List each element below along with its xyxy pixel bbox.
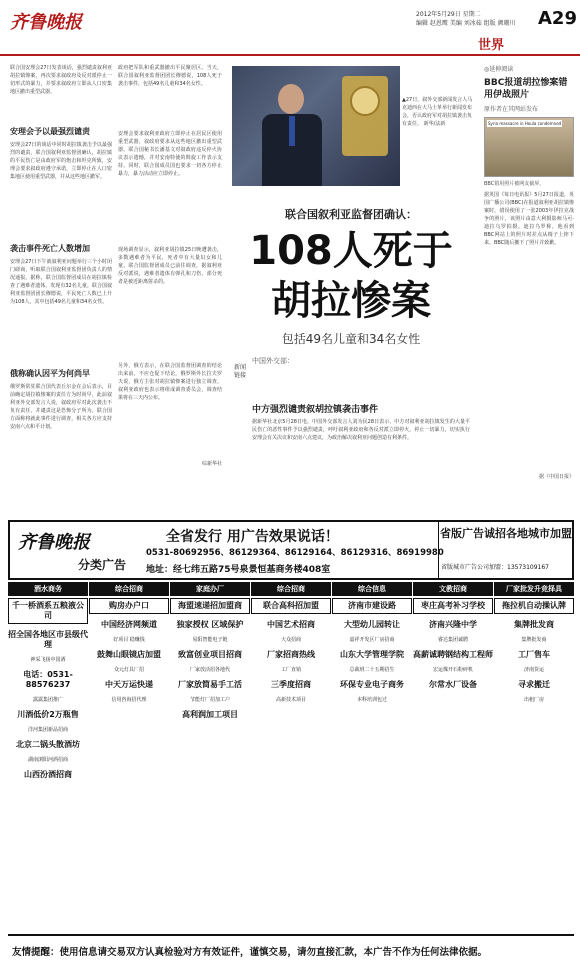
classified-ads-banner — [8, 520, 574, 580]
news-link-box — [232, 354, 470, 514]
classified-ad-line: 易阳智能电子链 — [192, 637, 228, 643]
photo-emblem — [350, 86, 380, 116]
classified-category: 综合招商 — [251, 582, 331, 596]
page-number: A29 — [538, 8, 577, 29]
news-photo — [232, 66, 400, 186]
classified-ad-line: 三季度招商 — [271, 680, 311, 689]
subhead-condemn: 安理会予以最强烈谴责 — [10, 127, 90, 136]
ads-address: 地址：经七纬五路75号泉景恒基商务楼408室 — [146, 565, 331, 575]
classified-category: 文教招商 — [413, 582, 493, 596]
classified-ad-line: 出租厂房 — [523, 697, 544, 703]
classified-ad-line: 尔常水厂设备 — [429, 680, 477, 689]
thumbnail-caption: Syria massacre in Houla condemned — [488, 121, 562, 126]
classified-ad-line: 工厂售车 — [518, 650, 550, 659]
article-para: 俄罗斯常驻联合国代表丘尔金在会后表示，目前确定胡拉镇惨案的责任方为时尚早，此前叙利亚外交部发言人说，叙政府军对此次袭击不负有责任，并谴责这是恐怖分子所为。联合国方面称将就此事件进行调查，相关各方应支持安南六点和平计划。 — [10, 384, 112, 430]
classified-ad-line: 众元灯具厂招 — [113, 667, 144, 673]
classified-ad-line: 电话：0531-88576237 — [23, 670, 73, 689]
classified-ad-line: 招全国各地区市县级代理 — [8, 630, 88, 649]
classified-ad-line: 致富创业项目招商 — [178, 650, 242, 659]
classified-ad-line: 北京二锅头散酒坊 — [16, 740, 80, 749]
classified-ad-line: 高薪诚聘钢结构工程师 — [413, 650, 493, 659]
article-para: 安理会要求叙利亚政府立即停止在居民区使用重型武器，叙政府要求从这些地区撤出重型武器，联合国秘书长潘基文对叙政府违反停火协议表示遗憾，并对安南特使的斡旋工作表示支持。同时，联合国成员国也要求一切各方停止暴力，暴力活动应立即停止。 — [118, 131, 222, 177]
header-meta — [416, 10, 516, 28]
extended-reading-link: ◎延伸阅读 — [484, 66, 514, 73]
classified-ad-title: 联合高科招加盟 — [251, 598, 331, 614]
headline-deck: 包括49名儿童和34名女性 — [281, 332, 421, 346]
classified-ad-line: 高新技术项目 — [275, 697, 306, 703]
classified-ad-line: 厂家放活招各地代 — [189, 667, 230, 673]
footer-disclaimer: 友情提醒：使用信息请交易双方认真检验对方有效证件，谨慎交易，请勿直接汇款，本广告不作为任何法律依据。 — [12, 947, 488, 958]
right-column-subtitle: 原作者在其网站发布 — [484, 106, 539, 113]
classified-ad-line: 工厂直销 — [280, 667, 301, 673]
ads-franchise-box — [438, 522, 572, 578]
classified-ad-line: 湖南浏阳河酒招商 — [27, 757, 68, 763]
classified-column — [89, 582, 169, 932]
article-column-1 — [10, 64, 112, 487]
article-byline: 综新华社 — [201, 461, 222, 467]
classified-ad-line: 本科培训包过 — [356, 697, 387, 703]
classified-ad-title: 海盟速递招加盟商 — [170, 598, 250, 614]
classified-ad-title: 济南市建设路 — [332, 598, 412, 614]
article-para: 政府把军队和重武器撤出平民聚居区。当天，联合国叙利亚监督团团长穆德说，108人死于袭击事件，包括49名儿童和34名女性。 — [118, 65, 222, 87]
classified-category: 综合招商 — [89, 582, 169, 596]
classified-column — [170, 582, 250, 932]
classified-column — [494, 582, 574, 932]
classified-ad-line: 鼓舞山眼镜店加盟 — [97, 650, 161, 659]
subhead-russia: 俄称确认因平为何尚早 — [10, 369, 90, 378]
thumbnail-note: BBC错用照片被网友截屏。 — [484, 181, 545, 187]
classified-ad-line: 中国艺术招商 — [267, 620, 315, 629]
article-intro: 联合国安理会27日发表谈话，强烈谴责叙利亚胡拉镇惨案，再次要求叙政府及反对派停止一切形式的暴力，并要求叙政府立即从人口密集地区撤出重型武器。 — [10, 65, 112, 95]
classified-ad-line: 集牌批发商 — [514, 620, 554, 629]
right-column-title: BBC报道胡拉惨案错用伊战照片 — [484, 78, 568, 100]
classified-category: 酒水商务 — [8, 582, 88, 596]
right-column-body: 据英国《每日电讯报》5月27日报道，英国广播公司(BBC)在报道叙利亚胡拉镇惨案时，错误使用了一张2003年伊拉克战争的照片，该照片由意大利摄影师马可·迪拉乌罗拍摄。迪拉乌罗称，他看到BBC网站上的照片时差点从椅子上摔下来。BBC随后撤下了照片并致歉。 — [484, 192, 574, 246]
article-para: 另外，俄方表示，在联合国监督团调查的结论出来前，不应仓促下结论。俄罗斯外长拉夫罗夫说，俄方主张对胡拉镇惨案进行独立调查。叙利亚政府也表示将组成调查委员会，调查结果将在三天内公布。 — [118, 363, 222, 401]
editors-line: 编辑 赵恩鹰 美编 刘冰茹 组版 颜珊川 — [416, 20, 516, 27]
classified-ad-title: 购房办户口 — [89, 598, 169, 614]
franchise-phone: 省版城市广告公司加盟：13573109167 — [441, 564, 549, 571]
page-header — [0, 0, 580, 56]
photo-person — [262, 84, 322, 186]
masthead: 齐鲁晚报 — [10, 12, 82, 33]
ads-slogan: 全省发行 用广告效果说话！ — [166, 529, 339, 545]
classified-ad-line: 中天万运快递 — [105, 680, 153, 689]
classified-ad-line: 洋河集团新品招商 — [27, 727, 68, 733]
ads-logo-sub: 分类广告 — [78, 558, 127, 572]
classified-ad-line: 集牌批发商 — [521, 637, 547, 643]
classified-ad-line: 信用咨询招代理 — [111, 697, 147, 703]
classified-ad-line: 山东大学管理学院 — [340, 650, 404, 659]
article-para: 安理会27日下午就叙利亚问题举行三个小时闭门磋商，听取联合国叙利亚监督团负责人的情况通报。据称，联合国监督团成员在胡拉镇检查了遇难者遗体，发现有32名儿童。联合国叙利亚监督团团长穆德说，平民死亡人数已上升为108人，其中包括49名儿童和34名女性。 — [10, 259, 112, 305]
classified-column — [251, 582, 331, 932]
classified-ad-line: 寻求搬迁 — [518, 680, 550, 689]
classified-ad-line: 好项目 稳赚钱 — [113, 637, 145, 643]
headline-line-2: 胡拉惨案 — [271, 278, 431, 324]
right-column — [484, 64, 574, 480]
classified-ad-line: 高利润加工项目 — [182, 710, 238, 719]
news-link-title: 中方强烈谴责叙胡拉镇袭击事件 — [252, 405, 379, 415]
news-link-body: 据新华社北京5月28日电，中国外交部发言人刘为民28日表示，中方对叙利亚胡拉镇发生的大量平民伤亡的恶性事件予以强烈谴责，呼吁叙利亚政府和各反对派立即停火，停止一切暴力，切实执行安理会有关决议和安南六点建议，为政治解决叙利亚问题创造有利条件。 — [252, 419, 470, 441]
classified-ad-line: 中国经济网频道 — [101, 620, 157, 629]
classified-category: 家庭办厂 — [170, 582, 250, 596]
bbc-screenshot-thumbnail — [484, 117, 574, 177]
classified-column — [8, 582, 88, 932]
article-para: 现场调查显示，叙利亚胡拉镇25日晚遭袭击，多数遇难者为平民，死者中有大量妇女和儿童。联合国监督团成员已前往调查，据叙利亚反对派说，遇难者遗体有弹孔和刀伤，部分死者是被近距离射杀的。 — [118, 247, 222, 285]
classified-column — [413, 582, 493, 932]
news-link-label: 中国外交部： — [252, 357, 294, 365]
ads-phones: 0531-80692956、86129364、86129164、86129316、86919980 — [146, 548, 444, 558]
classified-ad-line: 厂家放简易手工活 — [178, 680, 242, 689]
subhead-casualties: 袭击事件死亡人数增加 — [10, 244, 90, 253]
classified-ad-line: 节能灯厂招加工户 — [189, 697, 230, 703]
headline-kicker: 联合国叙利亚监督团确认： — [285, 208, 417, 221]
classified-ad-line: 独家授权 区域保护 — [176, 620, 244, 629]
classified-category: 综合信息 — [332, 582, 412, 596]
article-column-2 — [118, 64, 222, 467]
right-column-byline: 据《中国日报》 — [538, 474, 574, 480]
news-link-tag: 新闻链接 — [233, 364, 246, 379]
classified-ad-title: 拖拉机自动操认牌 — [494, 598, 574, 614]
page-footer — [8, 934, 574, 966]
main-headline — [232, 226, 470, 326]
classified-ad-title: 枣庄高考补习学校 — [413, 598, 493, 614]
classified-ad-title: 千一桥酒系五粮液公司 — [8, 598, 88, 624]
classified-ad-line: 山西汾酒招商 — [24, 770, 72, 779]
classified-ad-line: 大众招商 — [280, 637, 301, 643]
classified-ad-line: 总裁班二十五期招生 — [349, 667, 395, 673]
classified-ad-line: 神采飞扬中国酒 — [30, 657, 66, 663]
classified-category: 厂家批发升竞择具 — [494, 582, 574, 596]
classified-ad-line: 济南兴隆中学 — [429, 620, 477, 629]
article-para: 安理会27日的谈话中同时胡拉镇袭击予以最强烈的谴责，联合国叙利亚监督团确认，胡拉镇的平民伤亡是由政府军的炮击和坦克所致，安理会要求叙政府遵守承诺，立即停止在人口密集地区使用重型武器，并从这些地区撤军。 — [10, 142, 112, 180]
section-name: 世界 — [478, 38, 505, 53]
classified-ad-line: 川酒低价2万瓶售 — [17, 710, 79, 719]
date-line: 2012年5月29日 星期二 — [416, 11, 481, 18]
classified-ad-line: 济南货运 — [523, 667, 544, 673]
classified-ad-line: 宏运煤开石粉碎机 — [432, 667, 473, 673]
classified-ad-line: 大型幼儿园转让 — [344, 620, 400, 629]
photo-caption: ▲27日，叙外交部新闻发言人马克迪西在大马士革举行新闻发布会，否认政府军对胡拉镇袭击负有责任。 新华/法新 — [402, 97, 473, 127]
classified-ad-line: 嘉祥开发区厂房招商 — [349, 637, 395, 643]
franchise-title: 省版广告诚招各地城市加盟 — [440, 527, 572, 540]
classified-ad-line: 环保专业电子商务 — [340, 680, 404, 689]
headline-line-1: 108人死于 — [249, 228, 453, 274]
classified-ad-line: 睿达集团诚聘 — [437, 637, 468, 643]
classified-ad-line: 厂家招商热线 — [267, 650, 315, 659]
ads-logo: 齐鲁晚报 — [18, 532, 90, 553]
classified-ad-line: 露露集团推广 — [32, 697, 63, 703]
classified-column — [332, 582, 412, 932]
